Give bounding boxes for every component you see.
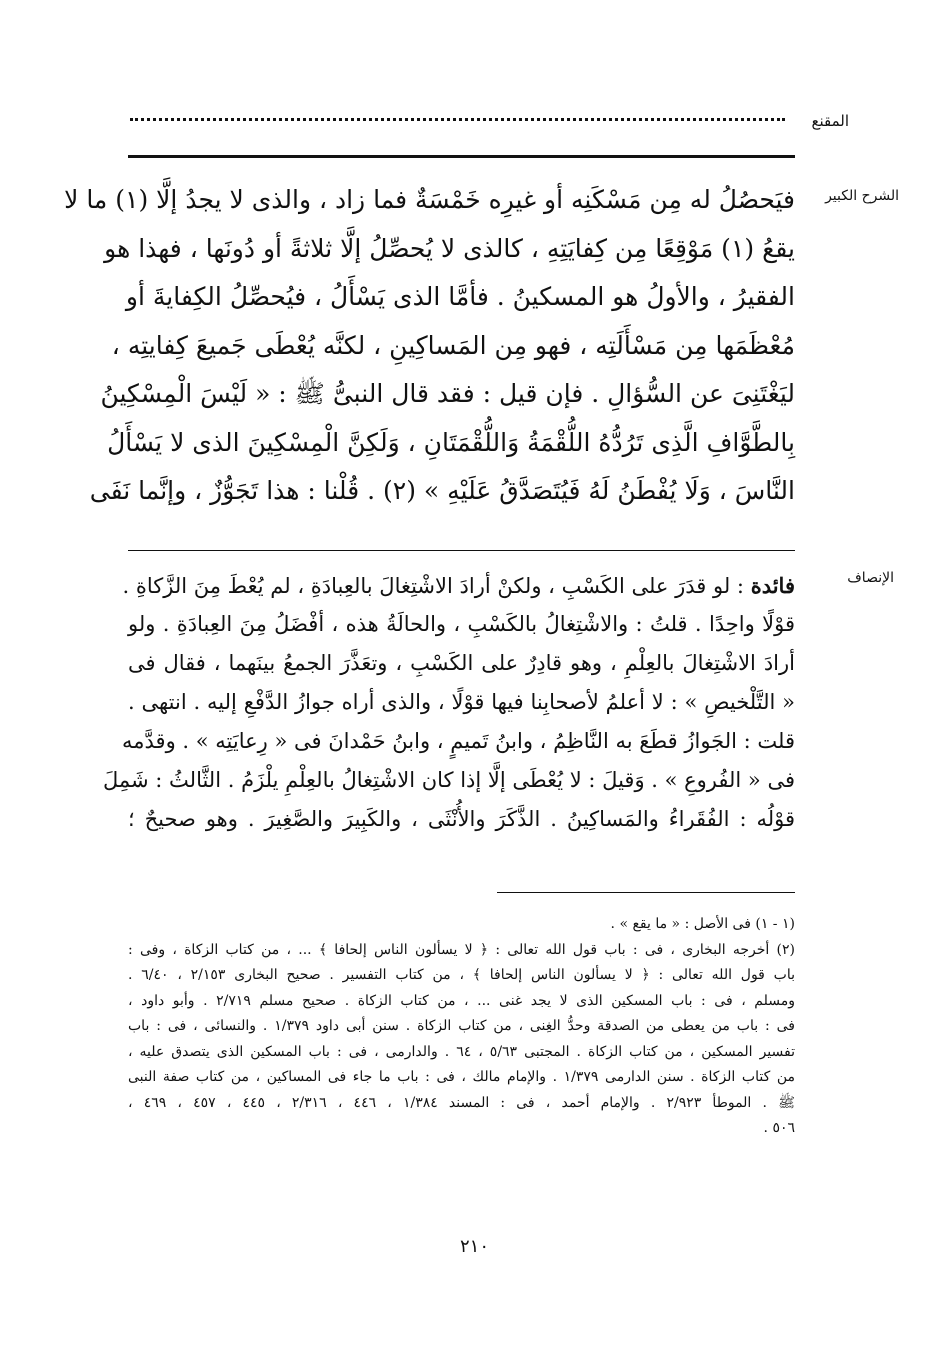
section-divider (128, 550, 795, 551)
footnote-rule (497, 892, 795, 893)
insaf-line: فى « الفُروعِ » . وَقيلَ : لا يُعْطَى إلَّا إذا كان الاشْتِغالُ بالعِلْمِ يلْزَمُ . الثَّالثُ : شَمِلَ (102, 768, 795, 792)
footnote-line: ﷺ . الموطأ ٢/٩٢٣ . والإمام أحمد ، فى : المسند ١/٣٨٤ ، ٤٤٦ ، ٢/٣١٦ ، ٤٤٥ ، ٤٥٧ ، ٤٦٩ ، (128, 1094, 796, 1111)
main-line: الفقيرُ ، والأولُ هو المسكينُ . فأمَّا الذى يَسْأَلُ ، فيُحصِّلُ الكِفايةَ أو (125, 282, 795, 311)
main-commentary-text (64, 176, 795, 516)
page-number: ٢١٠ (459, 1236, 489, 1257)
main-line: بِالطَّوَّافِ الَّذِى تَرُدُّهُ اللُّقْمَةُ وَاللُّقْمَتَانِ ، وَلَكِنَّ الْمِسْكِينَ الذى لا يَسْأَلُ (107, 427, 795, 457)
insaf-line: قوْلًا واحِدًا . قلتُ : والاشْتِغالُ بالكَسْبِ ، والحالَةُ هذه ، أفْضَلُ مِنَ العِبادَةِ . ولو (128, 612, 795, 636)
main-line: فيَحصُلُ له مِن مَسْكَنِه أو غيرِه خَمْسَةٌ فما زاد ، والذى لا يجدُ إلَّا (١) ما لا (64, 185, 795, 214)
footnote-line: (٢) أخرجه البخارى ، فى : باب قول الله تعالى : ﴿ لا يسألون الناس إلحافا ﴾ ... ، من كتاب الزكاة ، وفى : (128, 941, 795, 958)
footnote-line: ٥٠٦ . (763, 1120, 795, 1136)
running-title: المقنع (811, 112, 849, 130)
insaf-line: قلت : الجَوازُ قطَعَ به النَّاظِمُ ، وابنُ تَميمٍ ، وابنُ حَمْدانَ فى « رِعايَتِه » . وقدَّمه (122, 729, 795, 753)
main-line: ليَغْتَنِىَ عن السُّؤالِ . فإن قيل : فقد قال النبىُّ ﷺ : « لَيْسَ الْمِسْكِينُ (100, 379, 795, 408)
footnote-line: تفسير المسكين ، من كتاب الزكاة . المجتبى ٥/٦٣ ، ٦٤ . والدارمى ، فى : باب المسكين الذى يتصدق عليه ، (128, 1043, 795, 1060)
main-line: يقعُ (١) مَوْقِعًا مِن كِفايَتِهِ ، كالذى لا يُحصِّلُ إلَّا ثلاثةً أو دُونَها ، فهذا هو (104, 233, 795, 263)
insaf-line: أرادَ الاشْتِغالَ بالعِلْمِ ، وهو قادِرٌ على الكَسْبِ ، وتعَذَّرَ الجمعُ بينَهما ، فقال فى (128, 651, 795, 675)
footnote-line: فى : باب من يعطى من الصدقة وحدُّ الغِنى ، من كتاب الزكاة . سنن أبى داود ١/٣٧٩ . والنسائى ، فى : باب (128, 1018, 795, 1034)
insaf-line: قوْلُه : الفُقَراءُ والمَساكِينُ . الذَّكَرَ والأُنْثَى ، والكَبِيرَ والصَّغِيرَ . وهو صحيحٌ ؛ (128, 807, 795, 831)
section-label-sharh: الشرح الكبير (825, 188, 899, 204)
insaf-line: فائدة : لو قدَرَ على الكَسْبِ ، ولكنْ أرادَ الاشْتِغالَ بالعِبادَةِ ، لم يُعْطَ مِنَ الزَّكاةِ . (122, 573, 795, 598)
footnote-line: من كتاب الزكاة . سنن الدارمى ١/٣٧٩ . والإمام مالك ، فى : باب ما جاء فى المساكين ، من كتاب صفة النبى (128, 1069, 795, 1085)
top-rule (128, 155, 795, 158)
footnote-line: باب قول الله تعالى : ﴿ لا يسألون الناس إلحافا ﴾ ، من كتاب التفسير . صحيح البخارى ٢/١٥٣ ، ٦/٤٠ . (128, 967, 796, 983)
dotted-leader (130, 118, 785, 127)
insaf-text (102, 566, 795, 839)
footnote-line: ومسلم ، فى : باب المسكين الذى لا يجد غنى ... ، من كتاب الزكاة . صحيح مسلم ٢/٧١٩ . وأبو داود ، (128, 992, 795, 1009)
section-label-insaf: الإنصاف (847, 570, 894, 586)
main-line: مُعْظَمَها مِن مَسْأَلَتِه ، فهو مِن المَساكِينِ ، لكنَّه يُعْطَى جَميعَ كِفايتِه ، (111, 330, 795, 360)
footnote-line: (١ - ١) فى الأصل : « ما يقع » . (610, 916, 795, 932)
insaf-line: « التَّلْخيصِ » : لا أعلمُ لأصحابِنا فيها قوْلًا ، والذى أراه جوازُ الدَّفْعِ إليه . انتهى . (128, 690, 795, 714)
footnotes (128, 912, 795, 1142)
insaf-lead-word: فائدة (750, 573, 795, 598)
main-line: النَّاسَ ، وَلَا يُفْطَنُ لَهُ فَيُتَصَدَّقُ عَلَيْهِ » (٢) . قُلْنا : هذا تَجَوُّزٌ ، وإنَّما نَفَى (89, 476, 795, 505)
